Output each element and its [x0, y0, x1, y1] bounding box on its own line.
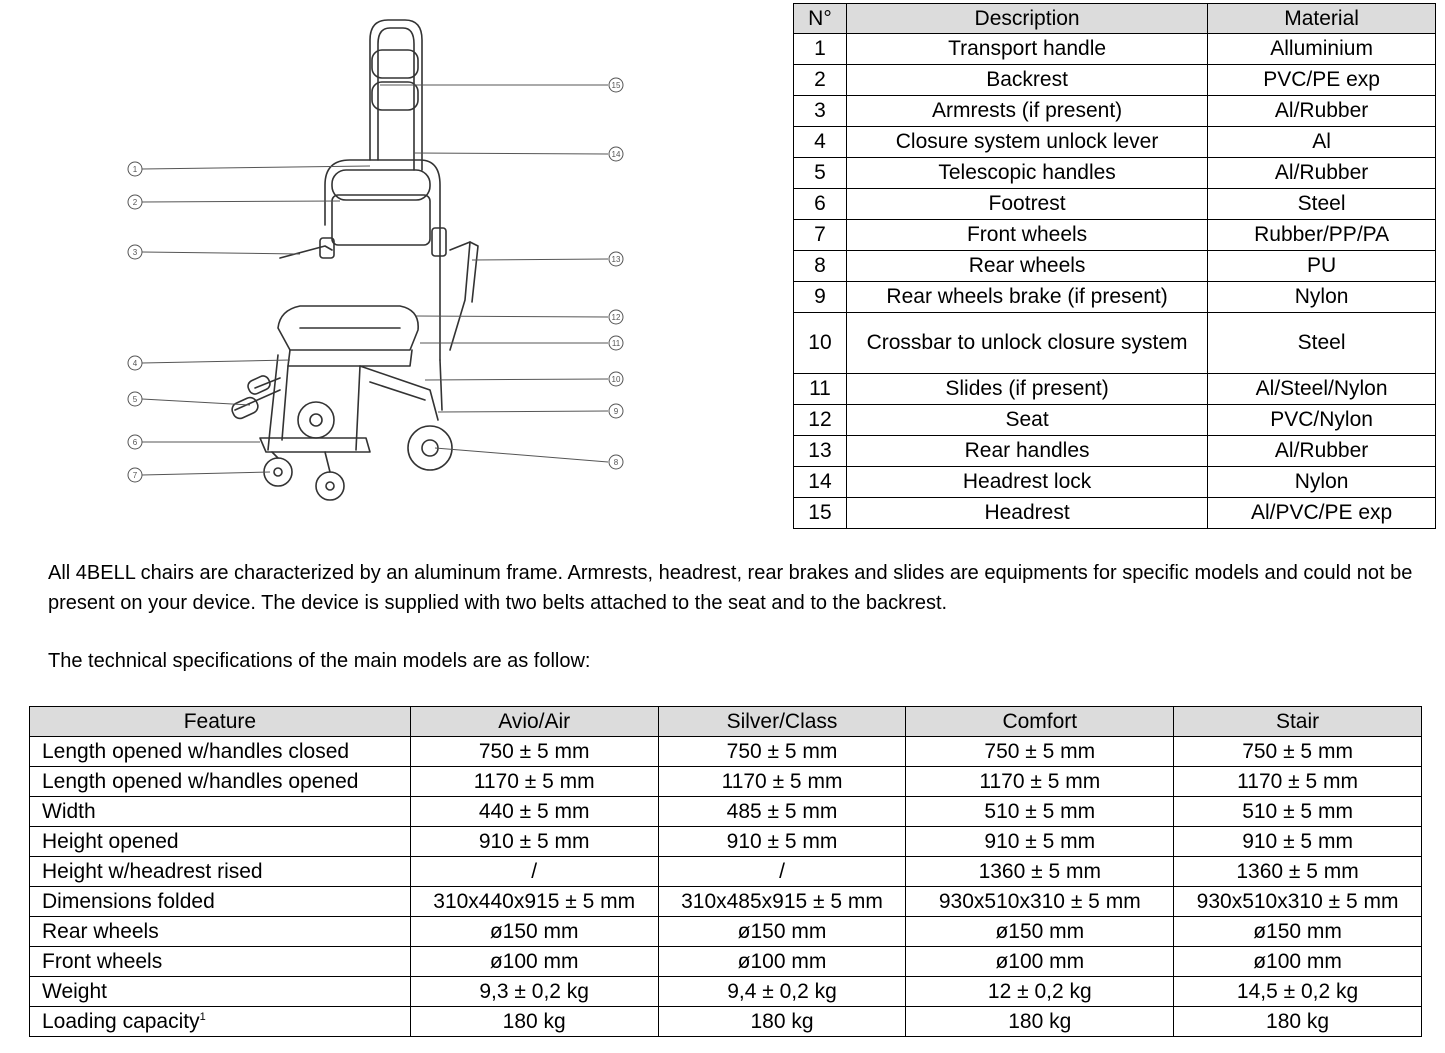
table-row: [30, 947, 1422, 977]
table-row: [30, 737, 1422, 767]
part-material: PVC/PE exp: [1208, 65, 1436, 96]
header-description: Description: [846, 4, 1207, 34]
spec-value: ø100 mm: [410, 947, 658, 977]
part-material: Al/Rubber: [1208, 158, 1436, 189]
part-material: Alluminium: [1208, 34, 1436, 65]
spec-table: [29, 706, 1422, 1037]
spec-value: 510 ± 5 mm: [906, 797, 1174, 827]
part-description: Front wheels: [846, 220, 1207, 251]
part-number: 11: [794, 374, 847, 405]
part-number: 4: [794, 127, 847, 158]
part-description: Headrest: [846, 498, 1207, 529]
part-material: Al: [1208, 127, 1436, 158]
feature-label: Dimensions folded: [30, 887, 411, 917]
part-number: 1: [794, 34, 847, 65]
spec-value: 440 ± 5 mm: [410, 797, 658, 827]
callout-10: 10: [611, 375, 621, 384]
part-number: 5: [794, 158, 847, 189]
header-number: N°: [794, 4, 847, 34]
spec-value: 1170 ± 5 mm: [658, 767, 906, 797]
callout-13: 13: [611, 255, 621, 264]
chair-diagram: [120, 10, 640, 520]
table-row: [30, 857, 1422, 887]
spec-value: 930x510x310 ± 5 mm: [906, 887, 1174, 917]
part-number: 9: [794, 282, 847, 313]
table-row: [30, 767, 1422, 797]
header-silver-class: Silver/Class: [658, 707, 906, 737]
part-material: Nylon: [1208, 467, 1436, 498]
spec-value: ø150 mm: [658, 917, 906, 947]
part-material: PU: [1208, 251, 1436, 282]
parts-table: [793, 3, 1436, 529]
callout-2: 2: [132, 198, 138, 207]
feature-label: Height opened: [30, 827, 411, 857]
table-row: [794, 96, 1436, 127]
table-row: [794, 282, 1436, 313]
table-row: [794, 498, 1436, 529]
table-row: [30, 827, 1422, 857]
part-material: Al/Rubber: [1208, 96, 1436, 127]
callout-8: 8: [613, 458, 619, 467]
feature-label: Width: [30, 797, 411, 827]
intro-paragraph: All 4BELL chairs are characterized by an aluminum frame. Armrests, headrest, rear brakes and slides are equipments for specific models and could not be present on your device. The device is supplied with two belts attached to the seat and to the backrest.: [48, 562, 1413, 614]
spec-value: 750 ± 5 mm: [410, 737, 658, 767]
spec-value: 180 kg: [1174, 1007, 1422, 1037]
table-row: [794, 65, 1436, 96]
spec-value: 910 ± 5 mm: [410, 827, 658, 857]
part-description: Slides (if present): [846, 374, 1207, 405]
part-number: 2: [794, 65, 847, 96]
table-row: [794, 436, 1436, 467]
callout-1: 1: [132, 165, 138, 174]
spec-value: 180 kg: [658, 1007, 906, 1037]
part-number: 12: [794, 405, 847, 436]
spec-value: 1170 ± 5 mm: [906, 767, 1174, 797]
spec-value: 1170 ± 5 mm: [410, 767, 658, 797]
spec-value: /: [410, 857, 658, 887]
spec-intro-paragraph: The technical specifications of the main models are as follow:: [48, 650, 591, 672]
spec-value: 9,3 ± 0,2 kg: [410, 977, 658, 1007]
part-material: Nylon: [1208, 282, 1436, 313]
callout-5: 5: [132, 395, 138, 404]
spec-value: 310x485x915 ± 5 mm: [658, 887, 906, 917]
part-description: Rear handles: [846, 436, 1207, 467]
table-row: [30, 1007, 1422, 1037]
part-description: Telescopic handles: [846, 158, 1207, 189]
part-description: Armrests (if present): [846, 96, 1207, 127]
table-row: [794, 34, 1436, 65]
callout-6: 6: [132, 438, 138, 447]
part-material: Steel: [1208, 313, 1436, 374]
part-material: Al/Rubber: [1208, 436, 1436, 467]
feature-label: Front wheels: [30, 947, 411, 977]
spec-value: ø100 mm: [906, 947, 1174, 977]
part-number: 7: [794, 220, 847, 251]
callout-12: 12: [611, 313, 621, 322]
spec-value: 9,4 ± 0,2 kg: [658, 977, 906, 1007]
callout-15: 15: [611, 81, 621, 90]
part-number: 8: [794, 251, 847, 282]
spec-value: 14,5 ± 0,2 kg: [1174, 977, 1422, 1007]
part-material: Al/PVC/PE exp: [1208, 498, 1436, 529]
table-row: [794, 405, 1436, 436]
spec-value: 510 ± 5 mm: [1174, 797, 1422, 827]
spec-value: 1170 ± 5 mm: [1174, 767, 1422, 797]
feature-label: Rear wheels: [30, 917, 411, 947]
spec-value: ø150 mm: [906, 917, 1174, 947]
part-number: 15: [794, 498, 847, 529]
callout-4: 4: [132, 359, 138, 368]
header-avio-air: Avio/Air: [410, 707, 658, 737]
spec-value: 1360 ± 5 mm: [906, 857, 1174, 887]
spec-value: 180 kg: [410, 1007, 658, 1037]
table-row: [30, 977, 1422, 1007]
part-material: PVC/Nylon: [1208, 405, 1436, 436]
table-row: [794, 313, 1436, 374]
part-description: Rear wheels: [846, 251, 1207, 282]
spec-value: 180 kg: [906, 1007, 1174, 1037]
spec-value: 750 ± 5 mm: [1174, 737, 1422, 767]
part-description: Rear wheels brake (if present): [846, 282, 1207, 313]
spec-value: 910 ± 5 mm: [1174, 827, 1422, 857]
table-row: [794, 467, 1436, 498]
spec-value: 1360 ± 5 mm: [1174, 857, 1422, 887]
callout-14: 14: [611, 150, 621, 159]
part-number: 13: [794, 436, 847, 467]
part-description: Crossbar to unlock closure system: [846, 313, 1207, 374]
spec-value: 750 ± 5 mm: [906, 737, 1174, 767]
part-material: Al/Steel/Nylon: [1208, 374, 1436, 405]
feature-label-text: Loading capacity: [42, 1009, 200, 1033]
feature-label: Weight: [30, 977, 411, 1007]
spec-value: /: [658, 857, 906, 887]
spec-value: ø100 mm: [1174, 947, 1422, 977]
part-description: Backrest: [846, 65, 1207, 96]
spec-value: 910 ± 5 mm: [906, 827, 1174, 857]
header-stair: Stair: [1174, 707, 1422, 737]
callout-7: 7: [132, 471, 138, 480]
callout-11: 11: [611, 339, 621, 348]
part-description: Headrest lock: [846, 467, 1207, 498]
table-row: [30, 887, 1422, 917]
table-row: [794, 127, 1436, 158]
part-description: Footrest: [846, 189, 1207, 220]
spec-header-row: [30, 707, 1422, 737]
part-number: 3: [794, 96, 847, 127]
feature-label: [30, 1007, 411, 1037]
spec-value: 310x440x915 ± 5 mm: [410, 887, 658, 917]
parts-header-row: [794, 4, 1436, 34]
table-row: [794, 158, 1436, 189]
callout-9: 9: [613, 407, 619, 416]
feature-label: Length opened w/handles opened: [30, 767, 411, 797]
spec-value: 485 ± 5 mm: [658, 797, 906, 827]
spec-value: 750 ± 5 mm: [658, 737, 906, 767]
callout-3: 3: [132, 248, 138, 257]
feature-label: Length opened w/handles closed: [30, 737, 411, 767]
table-row: [30, 797, 1422, 827]
part-number: 14: [794, 467, 847, 498]
part-number: 6: [794, 189, 847, 220]
spec-value: ø150 mm: [410, 917, 658, 947]
spec-value: ø150 mm: [1174, 917, 1422, 947]
footnote-mark: 1: [199, 1010, 206, 1023]
spec-value: 930x510x310 ± 5 mm: [1174, 887, 1422, 917]
part-description: Closure system unlock lever: [846, 127, 1207, 158]
header-feature: Feature: [30, 707, 411, 737]
part-number: 10: [794, 313, 847, 374]
header-material: Material: [1208, 4, 1436, 34]
table-row: [794, 189, 1436, 220]
spec-value: ø100 mm: [658, 947, 906, 977]
spec-value: 12 ± 0,2 kg: [906, 977, 1174, 1007]
spec-value: 910 ± 5 mm: [658, 827, 906, 857]
table-row: [794, 251, 1436, 282]
part-material: Rubber/PP/PA: [1208, 220, 1436, 251]
table-row: [794, 220, 1436, 251]
part-description: Transport handle: [846, 34, 1207, 65]
table-row: [794, 374, 1436, 405]
feature-label: Height w/headrest rised: [30, 857, 411, 887]
part-description: Seat: [846, 405, 1207, 436]
header-comfort: Comfort: [906, 707, 1174, 737]
part-material: Steel: [1208, 189, 1436, 220]
table-row: [30, 917, 1422, 947]
